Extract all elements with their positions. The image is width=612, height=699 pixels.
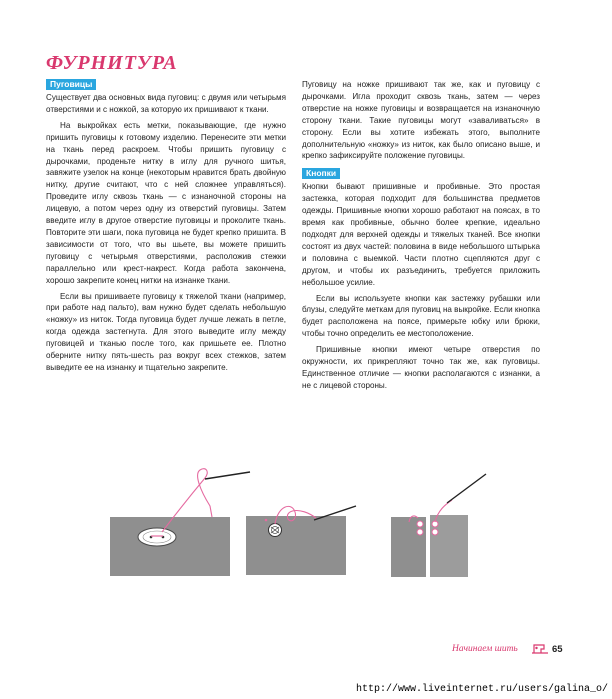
snaps-paragraph-1: Кнопки бывают пришивные и пробивные. Это простая застежка, которая подходит для большинства предметов одежды. Пришивные кнопки хорошо работают на поясах, в то время как пробивные, обычно более крепкие, идеально подходят для верхней одежды и тяжелых тканей. Все кнопки состоят из двух частей: половина в виде небольшого штырька и половина с выемкой. Части плотно сцепляются друг с другом, и чтобы их разъединить, требуется приложить небольшое усилие. — [302, 182, 540, 287]
section-tag-snaps: Кнопки — [302, 168, 340, 179]
snap-fastener-illustration — [391, 474, 486, 577]
footer-section-title: Начинаем шить — [452, 644, 518, 654]
snaps-paragraph-3: Пришивные кнопки имеют четыре отверстия по окружности, их прикрепляют точно так же, как пуговицы. Единственное отличие — кнопки располагаются с изнанки, а не с лицевой стороны. — [302, 345, 540, 390]
page-number: 65 — [552, 644, 563, 655]
buttons-paragraph-3: Если вы пришиваете пуговицу к тяжелой ткани (например, при работе над пальто), вам нужно будет сделать небольшую «ножку» из ниток. Тогда пуговица будет лучше лежать в петле, когда одежда застегнута. Для этого выведите иглу между пуговицей и тканью после того, как пришьете ее. Плотно оберните нитку пять-шесть раз вокруг всех стежков, затем выведите ее на изнанку и тщательно закрепите. — [46, 291, 286, 372]
buttons-paragraph-4: Пуговицу на ножке пришивают так же, как и пуговицу с дырочками. Игла проходит сквозь ткань, затем — через отверстие на ножке пуговицы и возвращается на изнаночную сторону ткани. Такие пуговицы могут «заваливаться» в сторону. Если вы хотите избежать этого, выполните дополнительную «ножку» из ниток, как было описано выше, и крепко зафиксируйте положение пуговицы. — [302, 80, 540, 161]
watermark-url: http://www.liveinternet.ru/users/galina_o/ — [355, 684, 608, 695]
buttons-paragraph-1: Существует два основных вида пуговиц: с двумя или четырьмя отверстиями и с ножкой, за которую их пришивают к ткани. — [46, 93, 286, 114]
snaps-paragraph-2: Если вы используете кнопки как застежку рубашки или блузы, следуйте меткам для пуговиц на выкройке. Если кнопка будет расположена на поясе, примерьте юбку или брюки, чтобы точно определить ее местоположение. — [302, 293, 540, 339]
button-with-holes-illustration — [110, 469, 250, 576]
shank-button-illustration — [246, 506, 356, 575]
section-tag-buttons: Пуговицы — [46, 79, 96, 90]
buttons-paragraph-2: На выкройках есть метки, показывающие, где нужно пришить пуговицы к готовому изделию. Перенесите эти метки на ткань перед раскроем. Чтобы пришить пуговицу с дырочками, проденьте нитку в иглу для ручного шитья, завяжите узелок на конце (некоторым нравится брать двойную нитку, другие считают, что с ней сложнее управляться). Проведите иглу сквозь ткань — с изнаночной стороны на лицевую, а потом через одну из отверстий пуговицы. Затем введите иглу в другое отверстие пуговицы и проколите ткань. Повторите эти шаги, пока пуговица не будет крепко пришита. В зависимости от того, что вы шьете, вы можете пришить пуговицу с четырьмя отверстиями, расположив стежки параллельно или крест-накрест. Когда работа закончена, хорошо закрепите конец нитки на изнанке ткани. — [46, 120, 286, 285]
page-title: ФУРНИТУРА — [46, 52, 178, 74]
sewing-machine-icon — [530, 640, 550, 656]
